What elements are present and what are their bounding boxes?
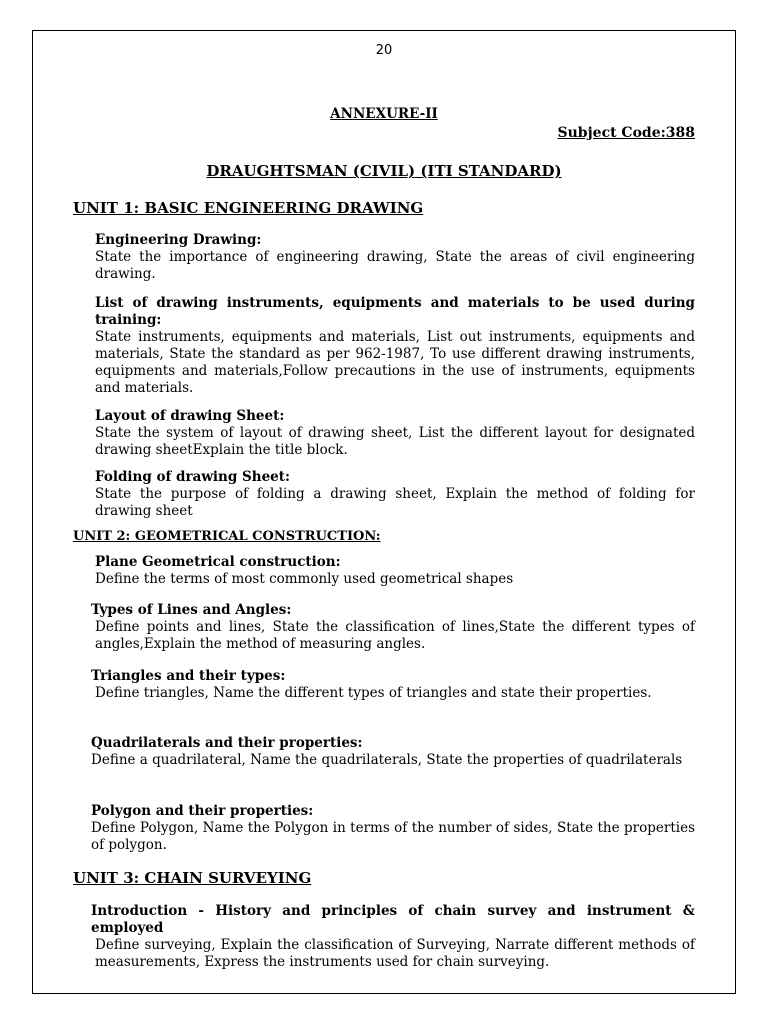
topic (91, 668, 695, 702)
topic (95, 232, 695, 283)
topic-text: State the purpose of folding a drawing sheet, Explain the method of folding for drawing sheet (95, 486, 695, 519)
topic-text: Define surveying, Explain the classification of Surveying, Narrate different methods of measurements, Express the instruments used for chain surveying. (95, 937, 695, 970)
topic-text: Define Polygon, Name the Polygon in terms of the number of sides, State the properties of polygon. (91, 820, 695, 853)
topic (91, 735, 695, 769)
topic-text: State the system of layout of drawing sheet, List the different layout for designated drawing sheetExplain the title block. (95, 425, 695, 458)
topic-heading: List of drawing instruments, equipments and materials to be used during training: (95, 295, 695, 328)
topic-heading: Folding of drawing Sheet: (95, 469, 290, 485)
topic-heading: Engineering Drawing: (95, 232, 262, 248)
topic (91, 803, 695, 854)
topic-heading: Layout of drawing Sheet: (95, 408, 285, 424)
topic-text: State the importance of engineering drawing, State the areas of civil engineering drawing. (95, 249, 695, 282)
topic-heading: Types of Lines and Angles: (91, 602, 292, 618)
topic-text: Define a quadrilateral, Name the quadrilaterals, State the properties of quadrilaterals (91, 752, 683, 768)
topic-text: State instruments, equipments and materials, List out instruments, equipments and materials, State the standard as per 962-1987, To use different drawing instruments, equipments and materials,Follow precautions in the use of instruments, equipments and materials. (95, 329, 695, 396)
annexure-label: ANNEXURE-II (330, 106, 438, 122)
unit-1-heading: UNIT 1: BASIC ENGINEERING DRAWING (73, 199, 424, 217)
topic-heading: Introduction - History and principles of chain survey and instrument & employed (91, 903, 695, 936)
topic-heading: Polygon and their properties: (91, 803, 314, 819)
topic-text: Define points and lines, State the classification of lines,State the different types of angles,Explain the method of measuring angles. (95, 619, 695, 652)
unit-3-heading: UNIT 3: CHAIN SURVEYING (73, 869, 312, 887)
topic-text: Define triangles, Name the different types of triangles and state their properties. (95, 685, 652, 701)
topic-heading: Triangles and their types: (91, 668, 286, 684)
topic (95, 295, 695, 397)
topic-heading: Plane Geometrical construction: (95, 554, 341, 570)
topic (95, 469, 695, 520)
document-title: DRAUGHTSMAN (CIVIL) (ITI STANDARD) (206, 162, 562, 180)
topic-text: Define the terms of most commonly used geometrical shapes (95, 571, 514, 587)
topic-heading: Quadrilaterals and their properties: (91, 735, 363, 751)
topic (95, 554, 695, 588)
topic (91, 903, 695, 971)
page-number: 20 (375, 43, 393, 58)
unit-2-heading: UNIT 2: GEOMETRICAL CONSTRUCTION: (73, 529, 381, 544)
topic (95, 408, 695, 459)
subject-code: Subject Code:388 (557, 125, 695, 141)
topic (91, 602, 695, 653)
